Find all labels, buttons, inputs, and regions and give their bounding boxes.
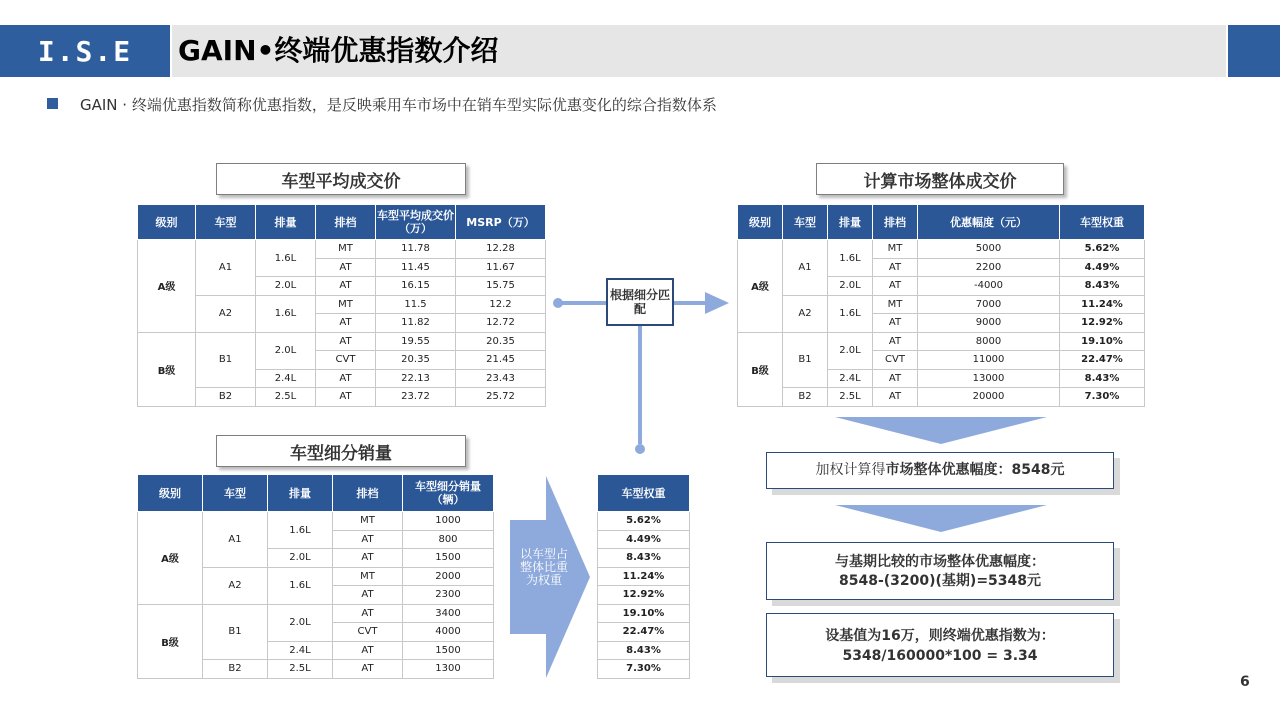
connector-line (560, 301, 606, 305)
model-cell: A1 (196, 240, 256, 296)
header-accent (1228, 25, 1280, 77)
index-line-2: 5348/160000*100 = 3.34 (842, 648, 1038, 664)
discount-cell: 9000 (918, 314, 1060, 333)
level-cell: B级 (138, 604, 203, 678)
discount-cell: 11000 (918, 351, 1060, 370)
price-cell: 23.72 (376, 388, 456, 407)
model-cell: B2 (203, 660, 268, 679)
disp-cell: 2.4L (828, 369, 873, 388)
weight-cell: 19.10% (1060, 332, 1145, 351)
price-cell: 11.45 (376, 258, 456, 277)
col-header: 排量 (828, 205, 873, 240)
arrow-right-icon (705, 292, 729, 314)
disp-cell: 2.0L (256, 277, 316, 296)
col-header: 车型 (196, 205, 256, 240)
disp-cell: 2.0L (828, 277, 873, 296)
weight-cell: 12.92% (1060, 314, 1145, 333)
disp-cell: 2.5L (256, 388, 316, 407)
col-header: 级别 (738, 205, 783, 240)
match-box: 根据细分匹配 (606, 278, 674, 326)
sales-cell: 2300 (403, 586, 494, 605)
disp-cell: 2.0L (828, 332, 873, 369)
discount-cell: 20000 (918, 388, 1060, 407)
brand-logo: I.S.E (0, 25, 170, 77)
disp-cell: 1.6L (828, 240, 873, 277)
model-cell: B1 (203, 604, 268, 660)
price-cell: 19.55 (376, 332, 456, 351)
weight-cell: 7.30% (1060, 388, 1145, 407)
col-header: 排档 (316, 205, 376, 240)
trans-cell: AT (316, 369, 376, 388)
trans-cell: CVT (316, 351, 376, 370)
col-header: 车型 (203, 475, 268, 512)
base-compare-box (766, 542, 1114, 600)
trans-cell: AT (873, 258, 918, 277)
weight-cell: 8.43% (598, 549, 690, 568)
msrp-cell: 12.72 (456, 314, 546, 333)
level-cell: B级 (738, 332, 783, 406)
intro-text: GAIN · 终端优惠指数简称优惠指数，是反映乘用车市场中在销车型实际优惠变化的综合指数体系 (80, 96, 717, 114)
disp-cell: 1.6L (828, 295, 873, 332)
disp-cell: 2.4L (256, 369, 316, 388)
col-header: 车型细分销量（辆） (403, 475, 494, 512)
trans-cell: CVT (333, 623, 403, 642)
down-arrow-icon (835, 417, 1047, 445)
trans-cell: AT (873, 314, 918, 333)
level-cell: A级 (738, 240, 783, 333)
discount-cell: 13000 (918, 369, 1060, 388)
msrp-cell: 12.2 (456, 295, 546, 314)
disp-cell: 2.0L (268, 604, 333, 641)
trans-cell: MT (316, 295, 376, 314)
disp-cell: 2.4L (268, 641, 333, 660)
col-header: 排档 (873, 205, 918, 240)
model-cell: B1 (196, 332, 256, 388)
trans-cell: AT (316, 314, 376, 333)
model-cell: B2 (783, 388, 828, 407)
weight-cell: 11.24% (1060, 295, 1145, 314)
weight-cell: 8.43% (598, 641, 690, 660)
msrp-cell: 23.43 (456, 369, 546, 388)
trans-cell: AT (333, 641, 403, 660)
compare-line-2: 8548-(3200)(基期)=5348元 (838, 573, 1042, 589)
level-cell: B级 (138, 332, 196, 406)
weight-cell: 11.24% (598, 567, 690, 586)
connector-dot (635, 444, 645, 454)
col-header: 车型权重 (1060, 205, 1145, 240)
disp-cell: 1.6L (268, 512, 333, 549)
page-number: 6 (1240, 674, 1250, 690)
avg-price-table (137, 204, 546, 407)
col-header: 排量 (268, 475, 333, 512)
trans-cell: AT (316, 332, 376, 351)
model-cell: B2 (196, 388, 256, 407)
col-header: 车型 (783, 205, 828, 240)
discount-cell: 8000 (918, 332, 1060, 351)
trans-cell: AT (333, 530, 403, 549)
col-header: 排档 (333, 475, 403, 512)
trans-cell: AT (316, 258, 376, 277)
weight-cell: 7.30% (598, 660, 690, 679)
market-price-table (737, 204, 1145, 407)
weight-cell: 4.49% (1060, 258, 1145, 277)
index-result-box (766, 613, 1114, 677)
trans-cell: AT (316, 277, 376, 296)
compare-line-1: 与基期比较的市场整体优惠幅度： (835, 554, 1045, 570)
trans-cell: AT (873, 332, 918, 351)
avg-price-title: 车型平均成交价 (216, 163, 466, 195)
col-header: 车型权重 (598, 475, 690, 512)
disp-cell: 2.0L (268, 549, 333, 568)
msrp-cell: 20.35 (456, 332, 546, 351)
msrp-cell: 25.72 (456, 388, 546, 407)
sales-table (137, 474, 494, 679)
disp-cell: 2.0L (256, 332, 316, 369)
trans-cell: AT (316, 388, 376, 407)
weight-cell: 19.10% (598, 604, 690, 623)
col-header: 级别 (138, 205, 196, 240)
arrow-label: 以车型占整体比重为权重 (519, 547, 568, 587)
weight-cell: 5.62% (1060, 240, 1145, 259)
price-cell: 11.5 (376, 295, 456, 314)
col-header: 级别 (138, 475, 203, 512)
model-cell: A2 (783, 295, 828, 332)
weight-cell: 12.92% (598, 586, 690, 605)
msrp-cell: 21.45 (456, 351, 546, 370)
sales-cell: 1000 (403, 512, 494, 531)
connector-line (638, 326, 642, 444)
price-cell: 16.15 (376, 277, 456, 296)
trans-cell: AT (873, 277, 918, 296)
discount-cell: 7000 (918, 295, 1060, 314)
col-header: MSRP（万） (456, 205, 546, 240)
disp-cell: 1.6L (256, 240, 316, 277)
sales-cell: 1300 (403, 660, 494, 679)
sales-cell: 4000 (403, 623, 494, 642)
sales-cell: 3400 (403, 604, 494, 623)
trans-cell: MT (873, 240, 918, 259)
msrp-cell: 11.67 (456, 258, 546, 277)
sales-cell: 1500 (403, 549, 494, 568)
sales-cell: 1500 (403, 641, 494, 660)
weighted-result-box (766, 452, 1114, 489)
disp-cell: 2.5L (268, 660, 333, 679)
level-cell: A级 (138, 240, 196, 333)
price-cell: 20.35 (376, 351, 456, 370)
weight-cell: 4.49% (598, 530, 690, 549)
disp-cell: 1.6L (268, 567, 333, 604)
trans-cell: MT (316, 240, 376, 259)
model-cell: A2 (196, 295, 256, 332)
trans-cell: AT (873, 388, 918, 407)
price-cell: 11.82 (376, 314, 456, 333)
col-header: 车型平均成交价（万） (376, 205, 456, 240)
page-title: GAIN•终端优惠指数介绍 (178, 34, 499, 67)
msrp-cell: 12.28 (456, 240, 546, 259)
col-header: 排量 (256, 205, 316, 240)
result-prefix: 加权计算得 (815, 462, 886, 478)
trans-cell: MT (333, 567, 403, 586)
trans-cell: AT (333, 660, 403, 679)
trans-cell: MT (873, 295, 918, 314)
price-cell: 22.13 (376, 369, 456, 388)
model-cell: A1 (203, 512, 268, 568)
weight-cell: 22.47% (598, 623, 690, 642)
price-cell: 11.78 (376, 240, 456, 259)
trans-cell: AT (333, 604, 403, 623)
model-cell: B1 (783, 332, 828, 388)
result-value: 市场整体优惠幅度：8548元 (885, 462, 1065, 478)
weight-cell: 5.62% (598, 512, 690, 531)
trans-cell: CVT (873, 351, 918, 370)
sales-title: 车型细分销量 (216, 435, 466, 467)
disp-cell: 2.5L (828, 388, 873, 407)
trans-cell: AT (333, 549, 403, 568)
weight-cell: 8.43% (1060, 369, 1145, 388)
weight-cell: 8.43% (1060, 277, 1145, 296)
bullet-square-icon (47, 98, 58, 109)
trans-cell: AT (333, 586, 403, 605)
disp-cell: 1.6L (256, 295, 316, 332)
weight-cell: 22.47% (1060, 351, 1145, 370)
trans-cell: AT (873, 369, 918, 388)
model-cell: A1 (783, 240, 828, 296)
col-header: 优惠幅度（元） (918, 205, 1060, 240)
discount-cell: 5000 (918, 240, 1060, 259)
market-price-title: 计算市场整体成交价 (816, 163, 1064, 195)
sales-cell: 2000 (403, 567, 494, 586)
weight-table (597, 474, 690, 679)
model-cell: A2 (203, 567, 268, 604)
down-arrow-icon (835, 505, 1047, 533)
discount-cell: -4000 (918, 277, 1060, 296)
msrp-cell: 15.75 (456, 277, 546, 296)
trans-cell: MT (333, 512, 403, 531)
level-cell: A级 (138, 512, 203, 605)
discount-cell: 2200 (918, 258, 1060, 277)
sales-cell: 800 (403, 530, 494, 549)
index-line-1: 设基值为16万，则终端优惠指数为： (825, 628, 1055, 644)
